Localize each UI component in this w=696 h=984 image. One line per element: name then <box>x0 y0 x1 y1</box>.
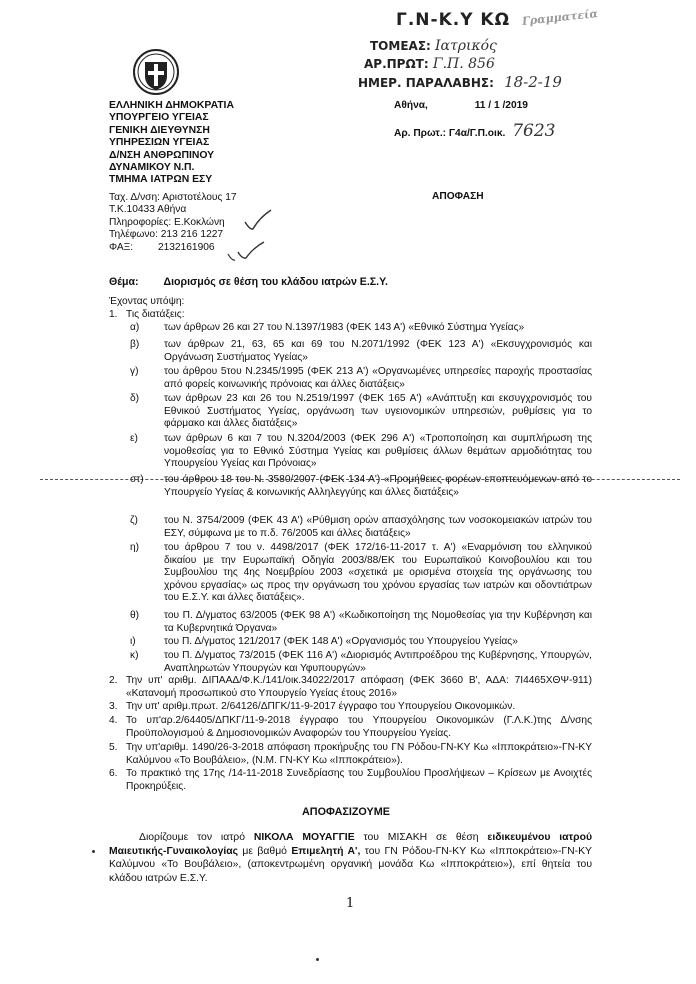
org-line: ΥΠΗΡΕΣΙΩΝ ΥΓΕΙΑΣ <box>109 137 210 149</box>
coat-of-arms-emblem <box>133 48 179 96</box>
contact-block <box>109 192 237 254</box>
document-date: Αθήνα, 11 / 1 /2019 <box>394 100 528 111</box>
sub-item-text: του άρθρου 18 του Ν. 3580/2007 (ΦΕΚ 134 Α') «Προμήθειες φορέων εποπτευόμενων από το Υπουργείο Υγείας & κοινωνικής Αλληλεγγύης και άλλες διατάξεις» <box>164 474 592 498</box>
item-number: 6. <box>109 768 118 779</box>
sub-item-mark: θ) <box>130 610 140 621</box>
org-line: ΤΜΗΜΑ ΙΑΤΡΩΝ ΕΣΥ <box>109 174 213 186</box>
fax: ΦΑΞ: 2132161906 <box>109 241 215 253</box>
sub-item-text: του Π. Δ/γματος 73/2015 (ΦΕΚ 116 Α') «Διορισμός Αντιπροέδρου της Κυβέρνησης, Υπουργών, Αναπληρωτών Υπουργών και Υφυπουργών» <box>164 650 592 674</box>
address: Ταχ. Δ/νση: Αριστοτέλους 17 <box>109 192 237 203</box>
stamp-hospital: Γ.Ν-Κ.Υ ΚΩ <box>396 10 511 30</box>
checkmark-icon <box>243 208 273 232</box>
item-text: Την υπ' αριθμ.πρωτ. 2/64126/ΔΠΓΚ/11-9-2017 έγγραφο του Υπουργείου Οικονομικών. <box>126 701 516 712</box>
item-text: Το πρακτικό της 17ης /14-11-2018 Συνεδρίασης του Συμβουλίου Προσλήψεων – Κρίσεων με Ανοιχτές Προκηρύξεις. <box>126 768 592 792</box>
margin-dot <box>92 850 95 853</box>
subject: Θέμα: Διορισμός σε θέση του κλάδου ιατρών Ε.Σ.Υ. <box>109 276 388 288</box>
sub-item-mark: κ) <box>130 650 139 661</box>
sub-item-text: του άρθρου 5του Ν.2345/1995 (ΦΕΚ 213 Α') «Οργανωμένες υπηρεσίες παροχής προστασίας από φορείς κοινωνικής πρόνοιας και άλλες διατάξεις» <box>164 366 592 390</box>
decision-paragraph: Διορίζουμε τον ιατρό ΝΙΚΟΛΑ ΜΟΥΑΓΓΙΕ του ΜΙΣΑΚΗ σε θέση ειδικευμένου ιατρού Μαιευτικής-Γυναικολογίας με βαθμό Επιμελητή Α', του ΓΝ Ρόδου-ΓΝ-ΚΥ Κω «Ιπποκράτειο»-ΓΝ-ΚΥ Καλύμνου «Το Βουβάλειο», (αποκεντρωμένη οργανική μονάδα Κω «Ιπποκράτειο»), επί θητεία του κλάδου ιατρών Ε.Σ.Υ. <box>109 832 592 884</box>
postal-code: Τ.Κ.10433 Αθήνα <box>109 204 187 216</box>
decide-heading: ΑΠΟΦΑΣΙΖΟΥΜΕ <box>302 806 390 818</box>
reception-stamp <box>358 7 680 106</box>
grade: Επιμελητή Α', <box>291 845 361 857</box>
considering-intro: Έχοντας υπόψη: <box>109 296 185 307</box>
sub-item-text: των άρθρων 23 και 26 του Ν.2519/1997 (ΦΕΚ 165 Α') «Ανάπτυξη και εκσυγχρονισμός του Εθνικού Συστήματος Υγείας, οργάνωση των υγειονομικών υπηρεσιών, ρυθμίσεις για το φάρμακο και άλλες διατάξεις» <box>164 393 592 430</box>
doctor-name: ΝΙΚΟΛΑ ΜΟΥΑΓΓΙΕ <box>253 832 355 843</box>
sub-item-mark: γ) <box>130 366 139 377</box>
sub-item-mark: β) <box>130 339 140 350</box>
protocol-number: Αρ. Πρωτ.: Γ4α/Γ.Π.οικ. 7623 <box>394 121 556 141</box>
specialty: ειδικευμένου ιατρού Μαιευτικής-Γυναικολογίας <box>109 832 592 857</box>
stamp-protocol: ΑΡ.ΠΡΩΤ: Γ.Π. 856 <box>364 56 495 72</box>
org-line: Δ/ΝΣΗ ΑΝΘΡΩΠΙΝΟΥ <box>109 149 215 161</box>
item-number: 2. <box>109 675 118 686</box>
item-text: Την υπ' αριθμ. ΔΙΠΑΑΔ/Φ.Κ./141/οικ.34022/2017 απόφαση (ΦΕΚ 3660 Β', ΑΔΑ: 7Ι4465ΧΘΨ-911) «Κατανομή προσωπικού στο Υπουργείο Υγείας έτους 2016» <box>126 675 592 699</box>
org-line: ΕΛΛΗΝΙΚΗ ΔΗΜΟΚΡΑΤΙΑ <box>109 100 234 111</box>
issuing-authority <box>109 100 234 187</box>
item-number: 4. <box>109 715 118 726</box>
org-line: ΓΕΝΙΚΗ ΔΙΕΥΘΥΝΣΗ <box>109 124 210 136</box>
item-number: 1. <box>109 309 118 320</box>
org-line: ΥΠΟΥΡΓΕΙΟ ΥΓΕΙΑΣ <box>109 112 209 124</box>
sub-item-mark: ζ) <box>130 515 138 526</box>
sub-item-text: του Π. Δ/γματος 63/2005 (ΦΕΚ 98 Α') «Κωδικοποίηση της Νομοθεσίας για την Κυβέρνηση και τα Κυβερνητικά Όργανα» <box>164 610 592 634</box>
page-number: 1 <box>346 896 355 911</box>
stamp-receipt-date: ΗΜΕΡ. ΠΑΡΑΛΑΒΗΣ: 18-2-19 <box>358 73 562 91</box>
stamp-faded-note: Γραμματεία <box>521 7 599 28</box>
item-text: Τις διατάξεις: <box>126 309 185 320</box>
item-number: 3. <box>109 701 118 712</box>
checkmark-icon <box>226 242 248 264</box>
sub-item-text: των άρθρων 6 και 7 του Ν.3204/2003 (ΦΕΚ 296 Α') «Τροποποίηση και συμπλήρωση της νομοθεσίας για το Εθνικό Σύστημα Υγείας και ρυθμίσεις άλλων θεμάτων αρμοδιότητας του Υπουργείου Υγείας και Πρόνοιας» <box>164 433 592 470</box>
sub-item-text: των άρθρων 21, 63, 65 και 69 του Ν.2071/1992 (ΦΕΚ 123 Α') «Εκσυγχρονισμός και Οργάνωση Συστήματος Υγείας» <box>164 339 592 363</box>
item-text: Το υπ'αρ.2/64405/ΔΠΚΓ/11-9-2018 έγγραφο του Υπουργείου Οικονομικών (Γ.Λ.Κ.)της Δ/νσης Προϋπολογισμού & Δημοσιονομικών Αναφορών του Υπουργείου Υγείας. <box>126 715 592 739</box>
phone: Τηλέφωνο: 213 216 1227 <box>109 229 224 241</box>
org-line: ΔΥΝΑΜΙΚΟΥ Ν.Π. <box>109 162 195 174</box>
stamp-sector: ΤΟΜΕΑΣ: Ιατρικός <box>370 38 497 54</box>
info-contact: Πληροφορίες: Ε.Κοκλώνη <box>109 216 225 228</box>
sub-item-mark: α) <box>130 322 140 333</box>
sub-item-mark: ι) <box>130 636 136 647</box>
sub-item-text: του άρθρου 7 του ν. 4498/2017 (ΦΕΚ 172/16-11-2017 τ. Α') «Εναρμόνιση του ελληνικού δικαίου με την Ευρωπαϊκή Οδηγία 2003/88/ΕΚ του Ευρωπαϊκού Κοινοβουλίου και του Συμβουλίου της 4ης Νοεμβρίου 2003 «σχετικά με ορισμένα στοιχεία της οργάνωσης του χρόνου εργασίας» ως προς την οργάνωση του χρόνου εργασίας των ιατρών και οδοντιάτρων του Ε.Σ.Υ. και άλλες διατάξεις». <box>164 542 592 604</box>
sub-item-text: του Ν. 3754/2009 (ΦΕΚ 43 Α') «Ρύθμιση ορών απασχόλησης των νοσοκομειακών ιατρών του ΕΣΥ, σύμφωνα με το π.δ. 76/2005 και άλλες διατάξεις» <box>164 515 592 539</box>
margin-dot <box>316 958 319 961</box>
sub-item-text: των άρθρων 26 και 27 του Ν.1397/1983 (ΦΕΚ 143 Α') «Εθνικό Σύστημα Υγείας» <box>164 322 525 333</box>
sub-item-mark: στ) <box>130 474 144 485</box>
item-number: 5. <box>109 742 118 753</box>
item-text: Την υπ'αριθμ. 1490/26-3-2018 απόφαση προκήρυξης του ΓΝ Ρόδου-ΓΝ-ΚΥ Κω «Ιπποκράτειο»-ΓΝ-ΚΥ Καλύμνου «Το Βουβάλειο», (Ν.Μ. ΓΝ-ΚΥ Κω «Ιπποκράτειο»). <box>126 742 592 766</box>
sub-item-mark: η) <box>130 542 140 553</box>
sub-item-text: του Π. Δ/γματος 121/2017 (ΦΕΚ 148 Α') «Οργανισμός του Υπουργείου Υγείας» <box>164 636 518 647</box>
decision-title: ΑΠΟΦΑΣΗ <box>432 191 484 202</box>
sub-item-mark: δ) <box>130 393 140 404</box>
sub-item-mark: ε) <box>130 433 138 444</box>
